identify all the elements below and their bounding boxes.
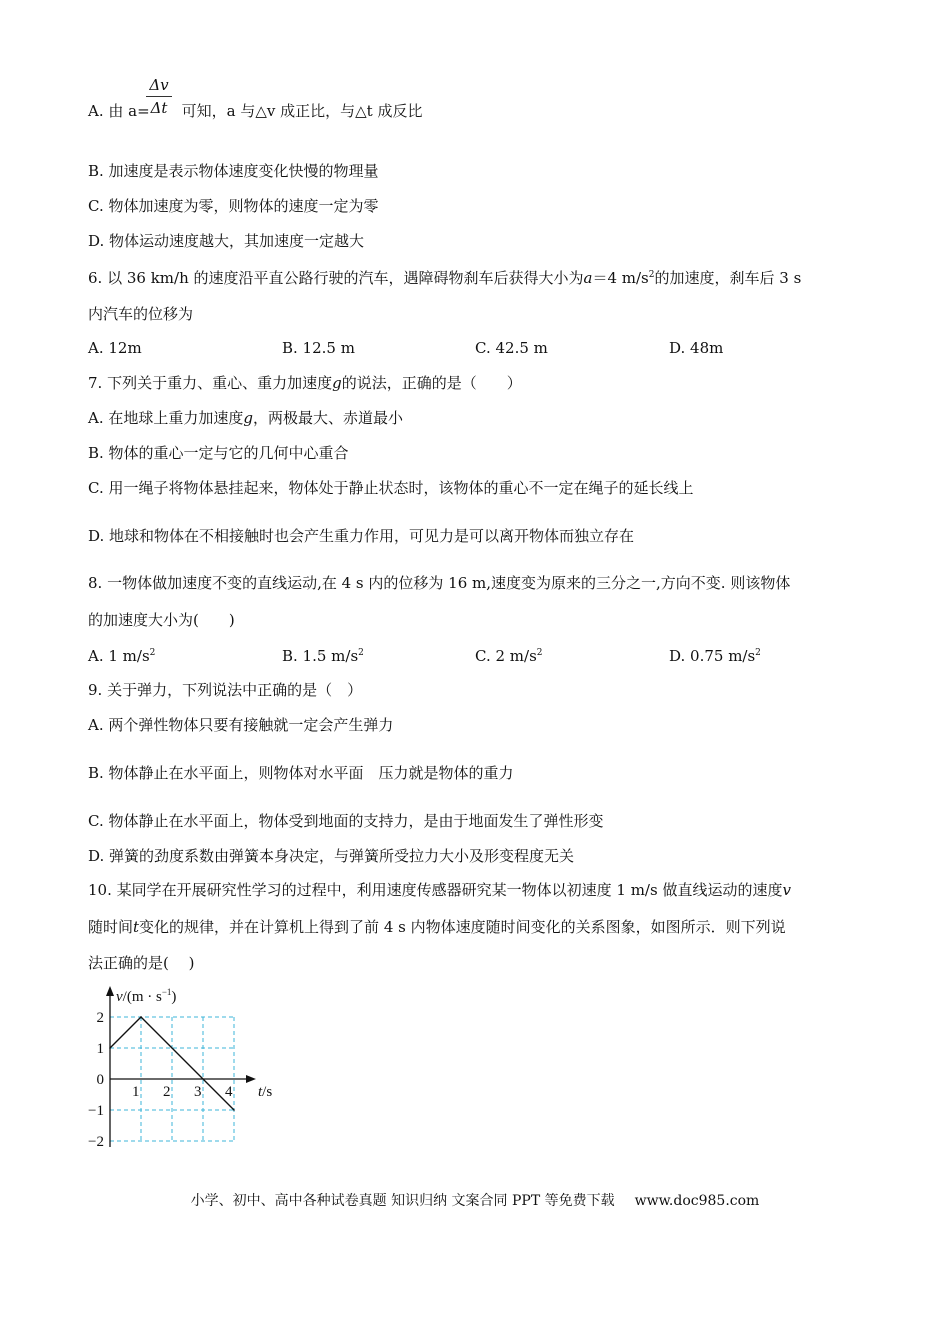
x-axis-label: t/s — [258, 1084, 273, 1100]
y-tick-label: 0 — [96, 1072, 104, 1088]
q6-stem-sup: 2 — [648, 270, 655, 280]
q10-stem-var-t: t — [133, 918, 140, 936]
q7-stem-text: 7. 下列关于重力、重心、重力加速度 — [88, 374, 333, 392]
fraction-numerator: Δv — [149, 76, 169, 94]
q8-stem-line1: 8. 一物体做加速度不变的直线运动,在 4 s 内的位移为 16 m,速度变为原来的三分之一,方向不变. 则该物体 — [88, 574, 791, 592]
y-axis-label: $v/(m \cdot s^{-1})$ — [116, 987, 177, 1005]
velocity-time-chart — [80, 984, 290, 1154]
x-axis-arrow — [246, 1075, 256, 1083]
q5-option-a-prefix: A. 由 a= — [88, 102, 150, 120]
q9-option-b: B. 物体静止在水平面上，则物体对水平面 压力就是物体的重力 — [88, 764, 514, 782]
q6-option-d: D. 48m — [669, 339, 724, 357]
q8-stem-line2: 的加速度大小为( ) — [88, 611, 235, 629]
q9-option-d: D. 弹簧的劲度系数由弹簧本身决定，与弹簧所受拉力大小及形变程度无关 — [88, 847, 575, 865]
x-tick-label: 1 — [132, 1084, 140, 1100]
series-point — [109, 1047, 111, 1049]
q6-option-b: B. 12.5 m — [282, 339, 355, 357]
q10-stem-text: 10. 某同学在开展研究性学习的过程中，利用速度传感器研究某一物体以初速度 1 m/s 做直线运动的速度 — [88, 881, 783, 899]
q6-stem-value: ＝4 m/s — [592, 269, 649, 287]
q10-stem-line1 — [88, 880, 791, 900]
q5-option-a — [88, 101, 422, 121]
q8-option-b: B. 1.5 $m/s^2$ — [282, 647, 364, 665]
q7-option-a-tail: ，两极最大、赤道最小 — [252, 409, 403, 427]
q6-option-c: C. 42.5 m — [475, 339, 548, 357]
q6-stem-line1 — [88, 268, 801, 288]
q7-stem-var: g — [332, 374, 342, 392]
q8-option-d: D. 0.75 $m/s^2$ — [669, 647, 761, 665]
q6-stem-var: a — [583, 269, 593, 287]
q7-option-a-var: g — [243, 409, 253, 427]
q6-stem-text: 6. 以 36 km/h 的速度沿平直公路行驶的汽车，遇障碍物刹车后获得大小为 — [88, 269, 584, 287]
q5-option-c: C. 物体加速度为零，则物体的速度一定为零 — [88, 197, 379, 215]
q7-option-a — [88, 408, 403, 428]
q6-stem-tail: 的加速度，刹车后 3 s — [654, 269, 802, 287]
q8-option-c: C. 2 $m/s^2$ — [475, 647, 543, 665]
q6-stem-line2: 内汽车的位移为 — [88, 305, 194, 323]
footer-promo-text: 小学、初中、高中各种试卷真题 知识归纳 文案合同 PPT 等免费下载 — [190, 1193, 615, 1209]
q10-stem-tail: 变化的规律，并在计算机上得到了前 4 s 内物体速度随时间变化的关系图象，如图所示．则下列说 — [139, 918, 786, 936]
q7-stem — [88, 373, 522, 393]
page-footer — [0, 1191, 950, 1211]
y-tick-label: 1 — [96, 1041, 104, 1057]
q7-option-c: C. 用一绳子将物体悬挂起来，物体处于静止状态时，该物体的重心不一定在绳子的延长线上 — [88, 479, 694, 497]
x-tick-label: 3 — [194, 1084, 202, 1100]
y-tick-label: −2 — [88, 1134, 104, 1150]
q7-option-d: D. 地球和物体在不相接触时也会产生重力作用，可见力是可以离开物体而独立存在 — [88, 527, 635, 545]
q5-option-d: D. 物体运动速度越大，其加速度一定越大 — [88, 232, 365, 250]
q10-stem-line3: 法正确的是( ) — [88, 954, 195, 972]
q7-option-b: B. 物体的重心一定与它的几何中心重合 — [88, 444, 349, 462]
q5-option-b: B. 加速度是表示物体速度变化快慢的物理量 — [88, 162, 379, 180]
y-axis-arrow — [106, 986, 114, 996]
q7-stem-tail: 的说法，正确的是（ ） — [341, 374, 522, 392]
series-point — [140, 1016, 142, 1018]
q9-option-a: A. 两个弹性物体只要有接触就一定会产生弹力 — [88, 716, 394, 734]
fraction-bar — [146, 96, 172, 97]
q7-option-a-text: A. 在地球上重力加速度 — [88, 409, 244, 427]
q9-stem: 9. 关于弹力，下列说法中正确的是（ ） — [88, 681, 363, 699]
y-tick-label: −1 — [88, 1103, 104, 1119]
series-point — [233, 1109, 235, 1111]
q9-option-c: C. 物体静止在水平面上，物体受到地面的支持力，是由于地面发生了弹性形变 — [88, 812, 604, 830]
fraction-denominator: Δt — [150, 99, 168, 117]
q10-stem-line2 — [88, 917, 786, 937]
x-tick-label: 2 — [163, 1084, 171, 1100]
q5-option-a-suffix: 可知，a 与△v 成正比，与△t 成反比 — [181, 102, 423, 120]
q6-option-a: A. 12m — [88, 339, 142, 357]
q10-stem-var-v: v — [782, 881, 791, 899]
q8-option-a: A. 1 $m/s^2$ — [88, 647, 156, 665]
y-tick-label: 2 — [96, 1010, 104, 1026]
footer-url: www.doc985.com — [634, 1193, 760, 1209]
x-tick-label: 4 — [225, 1084, 233, 1100]
q10-stem-text2: 随时间 — [88, 918, 134, 936]
